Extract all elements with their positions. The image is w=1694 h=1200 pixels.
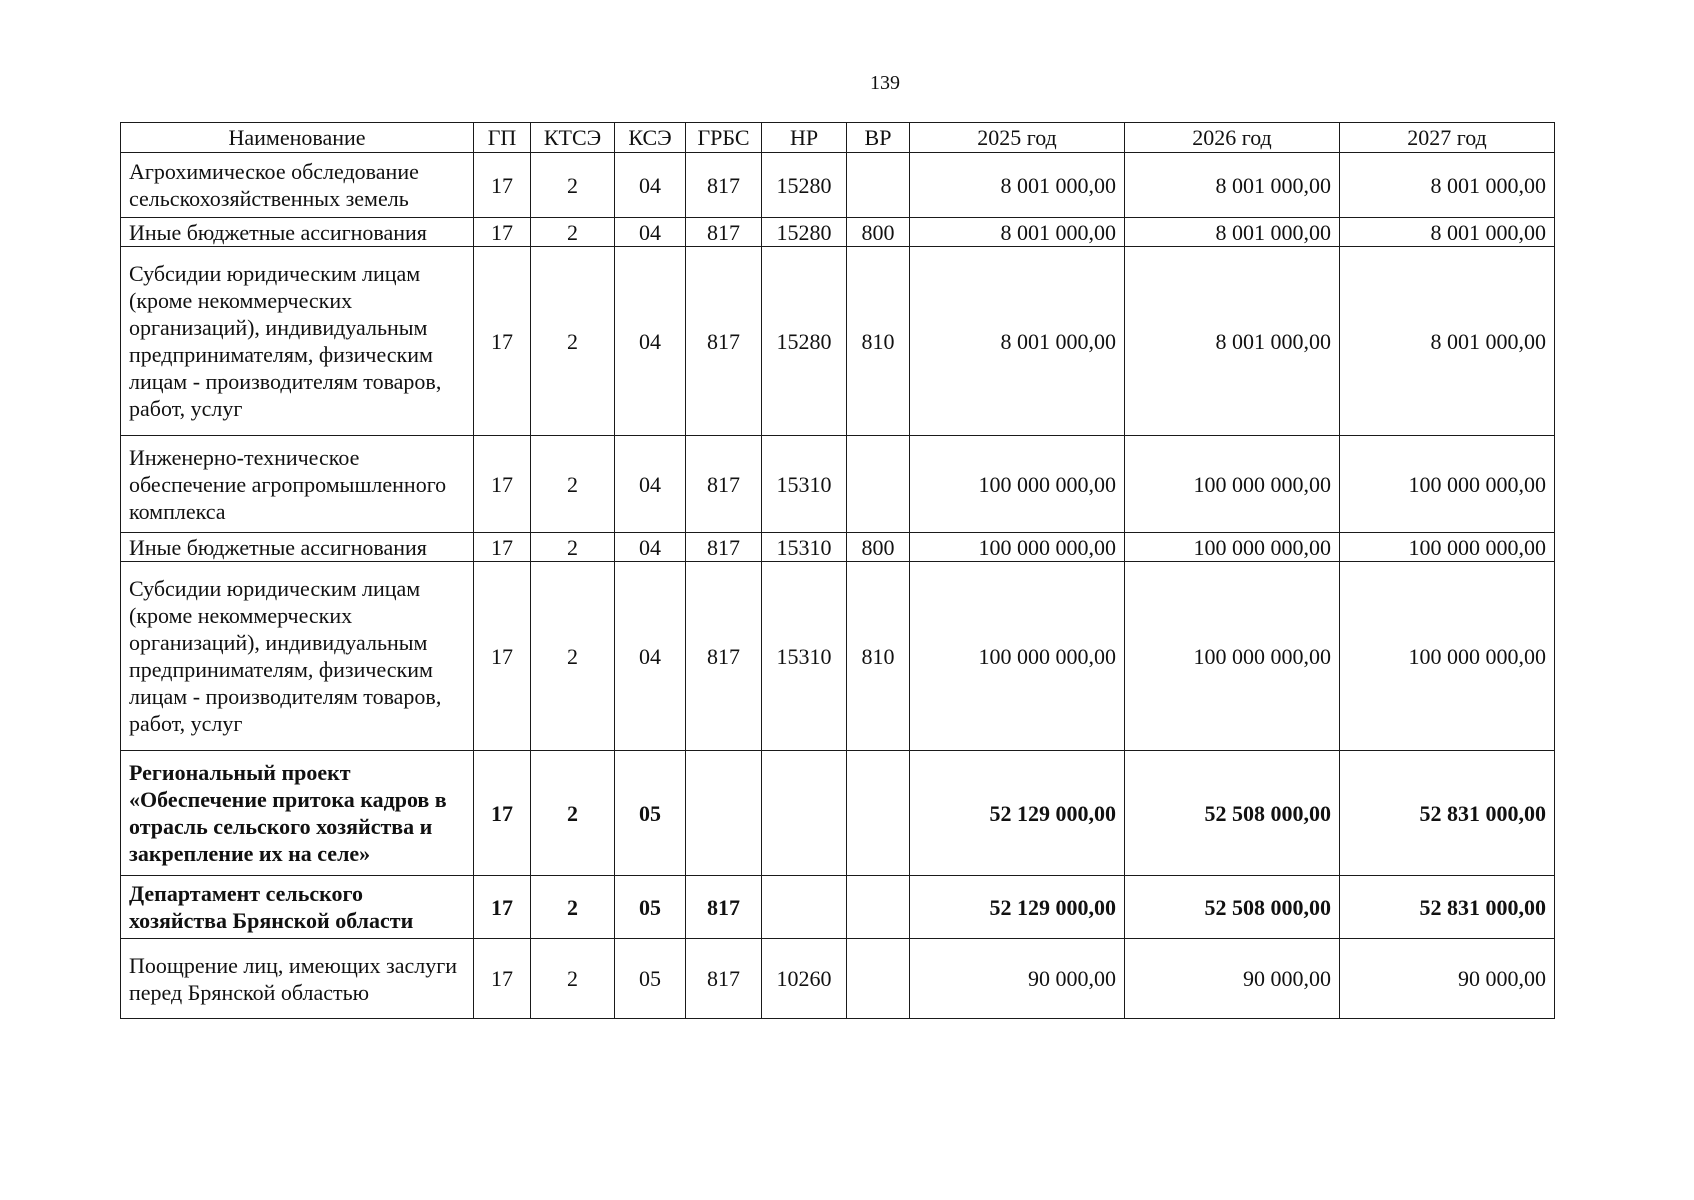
row-kse: 04: [615, 533, 686, 562]
row-2026: 8 001 000,00: [1125, 218, 1340, 247]
row-2025: 100 000 000,00: [910, 533, 1125, 562]
table-row: [121, 751, 1555, 876]
row-nr: 15310: [762, 533, 847, 562]
row-kse: 04: [615, 218, 686, 247]
row-ktse: 2: [531, 218, 615, 247]
row-nr: 15310: [762, 436, 847, 533]
row-2026: 100 000 000,00: [1125, 436, 1340, 533]
row-2027: 8 001 000,00: [1340, 247, 1555, 436]
row-ktse: 2: [531, 436, 615, 533]
header-grbs: ГРБС: [686, 123, 762, 153]
row-vr: [847, 436, 910, 533]
row-gp: 17: [474, 153, 531, 218]
table-row: [121, 533, 1555, 562]
table-row: [121, 876, 1555, 939]
row-2027: 8 001 000,00: [1340, 153, 1555, 218]
row-2025: 52 129 000,00: [910, 876, 1125, 939]
row-2025: 100 000 000,00: [910, 436, 1125, 533]
row-2027: 100 000 000,00: [1340, 436, 1555, 533]
row-gp: 17: [474, 218, 531, 247]
row-2025: 8 001 000,00: [910, 218, 1125, 247]
row-name: Субсидии юридическим лицам (кроме некоммерческих организаций), индивидуальным предпринимателям, физическим лицам - производителям товаров, работ, услуг: [121, 247, 474, 436]
row-kse: 04: [615, 247, 686, 436]
header-vr: ВР: [847, 123, 910, 153]
row-nr: 15280: [762, 218, 847, 247]
header-nr: НР: [762, 123, 847, 153]
row-vr: [847, 939, 910, 1019]
header-ktse: КТСЭ: [531, 123, 615, 153]
row-vr: [847, 876, 910, 939]
row-2026: 52 508 000,00: [1125, 751, 1340, 876]
table-row: [121, 562, 1555, 751]
row-name: Субсидии юридическим лицам (кроме некоммерческих организаций), индивидуальным предпринимателям, физическим лицам - производителям товаров, работ, услуг: [121, 562, 474, 751]
table-row: [121, 939, 1555, 1019]
row-gp: 17: [474, 533, 531, 562]
row-2026: 100 000 000,00: [1125, 562, 1340, 751]
row-ktse: 2: [531, 153, 615, 218]
table-row: [121, 218, 1555, 247]
row-ktse: 2: [531, 533, 615, 562]
row-name: Иные бюджетные ассигнования: [121, 533, 474, 562]
row-nr: 15280: [762, 247, 847, 436]
row-name: Агрохимическое обследование сельскохозяйственных земель: [121, 153, 474, 218]
row-vr: 800: [847, 218, 910, 247]
row-ktse: 2: [531, 751, 615, 876]
row-ktse: 2: [531, 876, 615, 939]
row-gp: 17: [474, 876, 531, 939]
row-2027: 52 831 000,00: [1340, 876, 1555, 939]
row-2026: 90 000,00: [1125, 939, 1340, 1019]
row-kse: 05: [615, 939, 686, 1019]
row-kse: 05: [615, 751, 686, 876]
header-kse: КСЭ: [615, 123, 686, 153]
row-gp: 17: [474, 247, 531, 436]
row-2025: 52 129 000,00: [910, 751, 1125, 876]
row-gp: 17: [474, 436, 531, 533]
row-kse: 04: [615, 153, 686, 218]
row-vr: [847, 153, 910, 218]
table-header-row: [121, 123, 1555, 153]
row-2026: 8 001 000,00: [1125, 153, 1340, 218]
row-2025: 8 001 000,00: [910, 153, 1125, 218]
table-row: [121, 247, 1555, 436]
row-grbs: 817: [686, 562, 762, 751]
row-2027: 100 000 000,00: [1340, 533, 1555, 562]
row-grbs: 817: [686, 436, 762, 533]
header-gp: ГП: [474, 123, 531, 153]
header-2026: 2026 год: [1125, 123, 1340, 153]
row-grbs: 817: [686, 876, 762, 939]
row-gp: 17: [474, 751, 531, 876]
table-row: [121, 436, 1555, 533]
row-2025: 90 000,00: [910, 939, 1125, 1019]
row-vr: 810: [847, 247, 910, 436]
row-grbs: 817: [686, 533, 762, 562]
row-2027: 8 001 000,00: [1340, 218, 1555, 247]
row-2026: 52 508 000,00: [1125, 876, 1340, 939]
row-2025: 100 000 000,00: [910, 562, 1125, 751]
row-vr: 810: [847, 562, 910, 751]
header-name: Наименование: [121, 123, 474, 153]
page-number: 139: [870, 72, 900, 94]
row-2026: 100 000 000,00: [1125, 533, 1340, 562]
row-vr: [847, 751, 910, 876]
row-2025: 8 001 000,00: [910, 247, 1125, 436]
row-vr: 800: [847, 533, 910, 562]
row-ktse: 2: [531, 939, 615, 1019]
row-grbs: 817: [686, 247, 762, 436]
row-name: Поощрение лиц, имеющих заслуги перед Брянской областью: [121, 939, 474, 1019]
table-row: [121, 153, 1555, 218]
budget-table: [120, 122, 1555, 1019]
row-2026: 8 001 000,00: [1125, 247, 1340, 436]
row-nr: 10260: [762, 939, 847, 1019]
row-nr: 15310: [762, 562, 847, 751]
row-name: Инженерно-техническое обеспечение агропромышленного комплекса: [121, 436, 474, 533]
row-ktse: 2: [531, 247, 615, 436]
row-2027: 52 831 000,00: [1340, 751, 1555, 876]
row-grbs: 817: [686, 218, 762, 247]
row-gp: 17: [474, 562, 531, 751]
row-ktse: 2: [531, 562, 615, 751]
row-name: Департамент сельского хозяйства Брянской области: [121, 876, 474, 939]
row-kse: 04: [615, 436, 686, 533]
header-2025: 2025 год: [910, 123, 1125, 153]
row-nr: [762, 876, 847, 939]
row-kse: 04: [615, 562, 686, 751]
row-nr: [762, 751, 847, 876]
row-2027: 100 000 000,00: [1340, 562, 1555, 751]
row-name: Иные бюджетные ассигнования: [121, 218, 474, 247]
row-grbs: 817: [686, 153, 762, 218]
row-2027: 90 000,00: [1340, 939, 1555, 1019]
row-nr: 15280: [762, 153, 847, 218]
header-2027: 2027 год: [1340, 123, 1555, 153]
row-gp: 17: [474, 939, 531, 1019]
row-kse: 05: [615, 876, 686, 939]
row-grbs: 817: [686, 939, 762, 1019]
row-name: Региональный проект «Обеспечение притока кадров в отрасль сельского хозяйства и закрепление их на селе»: [121, 751, 474, 876]
row-grbs: [686, 751, 762, 876]
